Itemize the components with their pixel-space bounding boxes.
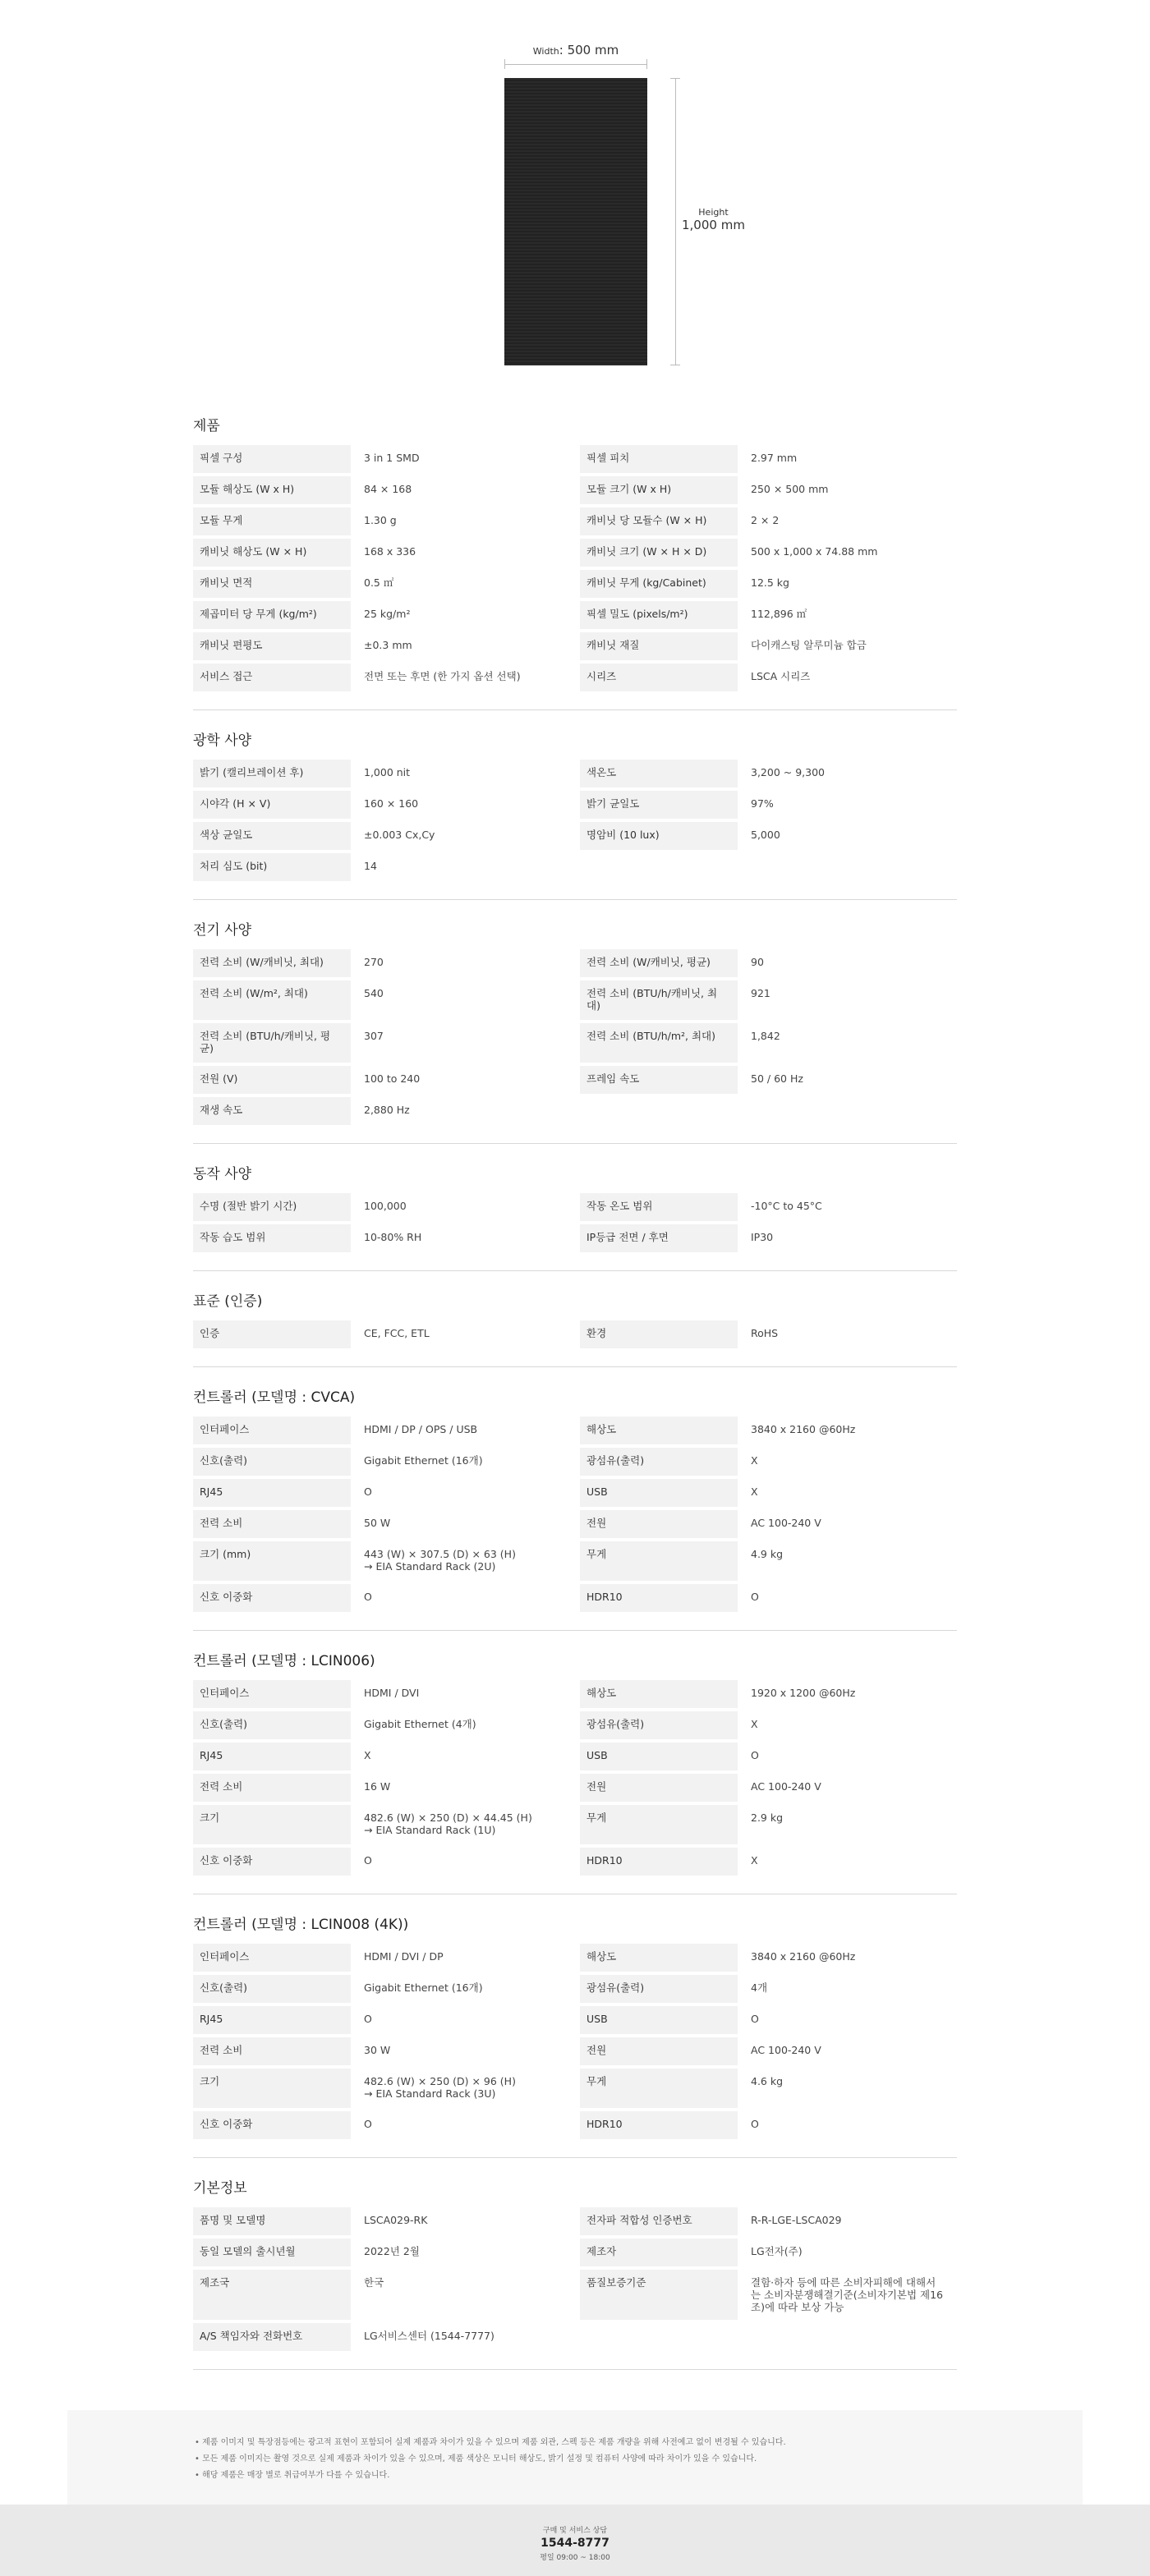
spec-value: 112,896 ㎡ bbox=[751, 608, 807, 620]
spec-key: 신호 이중화 bbox=[193, 1584, 351, 1612]
spec-key: 재생 속도 bbox=[193, 1097, 351, 1125]
spec-key: 전력 소비 bbox=[193, 1510, 351, 1538]
spec-section bbox=[193, 1916, 957, 2158]
spec-key: 해상도 bbox=[580, 1680, 738, 1708]
spec-key: 품질보증기준 bbox=[580, 2270, 738, 2320]
spec-value: AC 100-240 V bbox=[751, 1780, 821, 1793]
spec-section bbox=[193, 417, 957, 710]
spec-value: 270 bbox=[364, 956, 384, 968]
spec-value: AC 100-240 V bbox=[751, 2044, 821, 2056]
spec-row bbox=[580, 1680, 957, 1708]
spec-key: 무게 bbox=[580, 1805, 738, 1844]
spec-key: 무게 bbox=[580, 1541, 738, 1581]
spec-key: 캐비닛 재질 bbox=[580, 632, 738, 660]
spec-value: 30 W bbox=[364, 2044, 391, 2056]
spec-row bbox=[580, 1224, 957, 1252]
spec-key: 신호 이중화 bbox=[193, 2111, 351, 2139]
spec-value: 한국 bbox=[364, 2276, 384, 2289]
spec-key: A/S 책임자와 전화번호 bbox=[193, 2323, 351, 2351]
section-title: 컨트롤러 (모델명 : CVCA) bbox=[193, 1389, 356, 1406]
section-title: 제품 bbox=[193, 418, 220, 434]
spec-row bbox=[193, 1711, 570, 1739]
spec-row bbox=[580, 791, 957, 819]
spec-row bbox=[580, 2207, 957, 2235]
spec-key: 동일 모델의 출시년월 bbox=[193, 2239, 351, 2266]
spec-value: X bbox=[364, 1749, 371, 1761]
spec-key: 광섬유(출력) bbox=[580, 1975, 738, 2003]
spec-value: X bbox=[751, 1718, 758, 1730]
spec-row bbox=[193, 1541, 570, 1581]
spec-value: O bbox=[751, 1591, 759, 1603]
spec-key: 광섬유(출력) bbox=[580, 1448, 738, 1476]
spec-value: 90 bbox=[751, 956, 764, 968]
spec-value: 10-80% RH bbox=[364, 1231, 422, 1243]
spec-value: 1,842 bbox=[751, 1030, 780, 1042]
spec-key: 시리즈 bbox=[580, 664, 738, 691]
spec-row bbox=[580, 632, 957, 660]
spec-row bbox=[193, 2006, 570, 2034]
spec-value: 100 to 240 bbox=[364, 1072, 421, 1085]
spec-key: 시야각 (H × V) bbox=[193, 791, 351, 819]
spec-value: 4.9 kg bbox=[751, 1548, 784, 1560]
spec-key: 캐비닛 무게 (kg/Cabinet) bbox=[580, 570, 738, 598]
spec-key: 환경 bbox=[580, 1320, 738, 1348]
spec-key: 해상도 bbox=[580, 1944, 738, 1972]
spec-row bbox=[193, 1320, 570, 1348]
spec-value: 443 (W) × 307.5 (D) × 63 (H) → EIA Standard Rack (2U) bbox=[364, 1548, 516, 1573]
spec-key: 전원 bbox=[580, 1774, 738, 1802]
spec-value: 2,880 Hz bbox=[364, 1104, 410, 1116]
spec-key: USB bbox=[580, 2006, 738, 2034]
section-title: 컨트롤러 (모델명 : LCIN006) bbox=[193, 1653, 375, 1669]
spec-value: O bbox=[364, 2013, 372, 2025]
disclaimer-notes bbox=[67, 2410, 1083, 2505]
spec-key: 명암비 (10 lux) bbox=[580, 822, 738, 850]
spec-key: 처리 심도 (bit) bbox=[193, 853, 351, 881]
spec-row bbox=[193, 1510, 570, 1538]
spec-section bbox=[193, 1389, 957, 1631]
spec-value: O bbox=[364, 1591, 372, 1603]
spec-row bbox=[193, 1774, 570, 1802]
spec-key: RJ45 bbox=[193, 2006, 351, 2034]
spec-grid bbox=[193, 1193, 957, 1252]
footer-contact bbox=[0, 2505, 1150, 2576]
height-dimension-line bbox=[675, 78, 676, 365]
spec-value: 3,200 ~ 9,300 bbox=[751, 766, 825, 778]
spec-row bbox=[193, 1743, 570, 1770]
spec-section bbox=[193, 1652, 957, 1894]
spec-value: 1920 x 1200 @60Hz bbox=[751, 1687, 856, 1699]
height-value-text: 1,000 mm bbox=[682, 218, 745, 232]
spec-grid bbox=[193, 949, 957, 1125]
spec-row bbox=[193, 2270, 570, 2320]
spec-key: 밝기 균일도 bbox=[580, 791, 738, 819]
spec-value: RoHS bbox=[751, 1327, 779, 1339]
note-item: • 제품 이미지 및 특장점등에는 광고적 표현이 포함되어 실제 제품과 차이가 있을 수 있으며 제품 외관, 스펙 등은 제품 개량을 위해 사전예고 없이 변경될 수 있습니다. bbox=[195, 2435, 1083, 2451]
spec-grid bbox=[193, 1320, 957, 1348]
note-item: • 해당 제품은 매장 별로 취급여부가 다를 수 있습니다. bbox=[195, 2468, 1083, 2484]
spec-key: 캐비닛 편평도 bbox=[193, 632, 351, 660]
spec-section bbox=[193, 1293, 957, 1367]
spec-key: USB bbox=[580, 1479, 738, 1507]
spec-value: O bbox=[751, 1749, 759, 1761]
spec-key: 픽셀 밀도 (pixels/m²) bbox=[580, 601, 738, 629]
spec-value: O bbox=[364, 2118, 372, 2130]
spec-key: 작동 습도 범위 bbox=[193, 1224, 351, 1252]
spec-key: 전력 소비 (W/캐비닛, 평균) bbox=[580, 949, 738, 977]
spec-value: 2022년 2월 bbox=[364, 2245, 420, 2257]
spec-row bbox=[193, 1584, 570, 1612]
spec-value: IP30 bbox=[751, 1231, 774, 1243]
spec-key: 전원 bbox=[580, 1510, 738, 1538]
height-label-text: Height bbox=[698, 207, 729, 218]
spec-row bbox=[580, 476, 957, 504]
section-title: 표준 (인증) bbox=[193, 1293, 263, 1310]
spec-key: 색상 균일도 bbox=[193, 822, 351, 850]
spec-key: 인터페이스 bbox=[193, 1417, 351, 1444]
spec-sections bbox=[193, 417, 957, 2391]
spec-value: 14 bbox=[364, 860, 377, 872]
spec-value: 5,000 bbox=[751, 829, 780, 841]
spec-row bbox=[193, 822, 570, 850]
spec-row bbox=[193, 664, 570, 691]
spec-key: 서비스 접근 bbox=[193, 664, 351, 691]
spec-key: 수명 (절반 밝기 시간) bbox=[193, 1193, 351, 1221]
spec-grid bbox=[193, 1417, 957, 1612]
spec-row bbox=[580, 2037, 957, 2065]
spec-value: 97% bbox=[751, 797, 774, 810]
spec-row bbox=[193, 1097, 570, 1125]
spec-row bbox=[193, 2239, 570, 2266]
product-dimension-diagram bbox=[0, 0, 1150, 386]
spec-key: 전력 소비 (W/m², 최대) bbox=[193, 980, 351, 1020]
spec-value: 결함·하자 등에 따른 소비자피해에 대해서는 소비자분쟁해결기준(소비자기본법 제16조)에 따라 보상 가능 bbox=[751, 2276, 944, 2313]
spec-key: RJ45 bbox=[193, 1479, 351, 1507]
spec-key: 모듈 무게 bbox=[193, 507, 351, 535]
spec-row bbox=[580, 1944, 957, 1972]
spec-key: 전력 소비 bbox=[193, 1774, 351, 1802]
spec-key: 작동 온도 범위 bbox=[580, 1193, 738, 1221]
spec-key: 신호(출력) bbox=[193, 1448, 351, 1476]
spec-row bbox=[580, 570, 957, 598]
spec-value: LG서비스센터 (1544-7777) bbox=[364, 2330, 494, 2342]
spec-key: 크기 bbox=[193, 1805, 351, 1844]
spec-value: O bbox=[751, 2118, 759, 2130]
spec-row bbox=[580, 1743, 957, 1770]
spec-key: 밝기 (캘리브레이션 후) bbox=[193, 760, 351, 787]
spec-value: LG전자(주) bbox=[751, 2245, 803, 2257]
spec-key: 인증 bbox=[193, 1320, 351, 1348]
spec-value: Gigabit Ethernet (16개) bbox=[364, 1454, 483, 1467]
spec-value: 500 x 1,000 x 74.88 mm bbox=[751, 545, 878, 558]
spec-row bbox=[193, 949, 570, 977]
spec-row bbox=[193, 791, 570, 819]
spec-row bbox=[193, 1448, 570, 1476]
spec-value: -10°C to 45°C bbox=[751, 1200, 822, 1212]
spec-key: 신호(출력) bbox=[193, 1711, 351, 1739]
spec-key: 색온도 bbox=[580, 760, 738, 787]
spec-row bbox=[580, 1774, 957, 1802]
spec-key: 전원 (V) bbox=[193, 1066, 351, 1094]
spec-row bbox=[193, 853, 570, 881]
spec-value: 921 bbox=[751, 987, 770, 999]
width-label-text: Width bbox=[532, 46, 559, 57]
width-value-text: : 500 mm bbox=[559, 43, 619, 57]
spec-section bbox=[193, 1165, 957, 1271]
spec-key: 인터페이스 bbox=[193, 1680, 351, 1708]
spec-row bbox=[580, 507, 957, 535]
spec-row bbox=[193, 1944, 570, 1972]
spec-row bbox=[193, 1805, 570, 1844]
spec-key: 전력 소비 (BTU/h/캐비닛, 최대) bbox=[580, 980, 738, 1020]
spec-value: 50 / 60 Hz bbox=[751, 1072, 803, 1085]
spec-value: ±0.3 mm bbox=[364, 639, 412, 651]
spec-row bbox=[580, 822, 957, 850]
spec-section bbox=[193, 732, 957, 900]
spec-value: Gigabit Ethernet (16개) bbox=[364, 1981, 483, 1994]
spec-value: HDMI / DVI bbox=[364, 1687, 420, 1699]
spec-row bbox=[580, 1711, 957, 1739]
spec-row bbox=[580, 1584, 957, 1612]
spec-row bbox=[580, 1848, 957, 1876]
spec-key: 크기 (mm) bbox=[193, 1541, 351, 1581]
spec-row bbox=[193, 1975, 570, 2003]
spec-key: 무게 bbox=[580, 2069, 738, 2108]
spec-grid bbox=[193, 760, 957, 881]
spec-value: CE, FCC, ETL bbox=[364, 1327, 430, 1339]
spec-section bbox=[193, 2179, 957, 2370]
spec-key: 캐비닛 해상도 (W × H) bbox=[193, 539, 351, 567]
spec-key: 캐비닛 면적 bbox=[193, 570, 351, 598]
spec-key: 제조자 bbox=[580, 2239, 738, 2266]
spec-value: 540 bbox=[364, 987, 384, 999]
spec-row bbox=[580, 1417, 957, 1444]
spec-value: 100,000 bbox=[364, 1200, 407, 1212]
footer-phone[interactable]: 1544-8777 bbox=[540, 2537, 610, 2550]
spec-row bbox=[193, 570, 570, 598]
spec-row bbox=[580, 2270, 957, 2320]
spec-value: 250 × 500 mm bbox=[751, 483, 829, 495]
spec-key: 제조국 bbox=[193, 2270, 351, 2320]
spec-row bbox=[580, 949, 957, 977]
spec-key: 전자파 적합성 인증번호 bbox=[580, 2207, 738, 2235]
spec-key: 픽셀 구성 bbox=[193, 445, 351, 473]
spec-key: 광섬유(출력) bbox=[580, 1711, 738, 1739]
spec-value: LSCA029-RK bbox=[364, 2214, 428, 2226]
spec-value: Gigabit Ethernet (4개) bbox=[364, 1718, 476, 1730]
spec-row bbox=[580, 664, 957, 691]
spec-value: 482.6 (W) × 250 (D) × 44.45 (H) → EIA Standard Rack (1U) bbox=[364, 1811, 532, 1836]
section-title: 컨트롤러 (모델명 : LCIN008 (4K)) bbox=[193, 1917, 409, 1933]
spec-value: 482.6 (W) × 250 (D) × 96 (H) → EIA Standard Rack (3U) bbox=[364, 2075, 516, 2100]
spec-row bbox=[193, 476, 570, 504]
spec-value: 2.9 kg bbox=[751, 1811, 784, 1824]
spec-value: 3 in 1 SMD bbox=[364, 452, 420, 464]
spec-row bbox=[580, 980, 957, 1020]
spec-value: X bbox=[751, 1854, 758, 1867]
section-title: 광학 사양 bbox=[193, 732, 252, 749]
height-dimension-label bbox=[682, 207, 745, 232]
spec-value: O bbox=[364, 1485, 372, 1498]
spec-value: 160 × 160 bbox=[364, 797, 419, 810]
spec-value: 2.97 mm bbox=[751, 452, 798, 464]
section-title: 기본정보 bbox=[193, 2180, 247, 2197]
spec-key: 품명 및 모델명 bbox=[193, 2207, 351, 2235]
spec-key: 제곱미터 당 무게 (kg/m²) bbox=[193, 601, 351, 629]
section-title: 전기 사양 bbox=[193, 922, 252, 939]
spec-value: 1.30 g bbox=[364, 514, 397, 526]
spec-key: 해상도 bbox=[580, 1417, 738, 1444]
spec-row bbox=[580, 1066, 957, 1094]
spec-row bbox=[580, 2006, 957, 2034]
spec-row bbox=[193, 980, 570, 1020]
spec-value: 1,000 nit bbox=[364, 766, 411, 778]
spec-row bbox=[193, 632, 570, 660]
spec-value: 84 × 168 bbox=[364, 483, 412, 495]
spec-row bbox=[193, 2037, 570, 2065]
spec-grid bbox=[193, 1680, 957, 1876]
spec-row bbox=[193, 1680, 570, 1708]
spec-value: 3840 x 2160 @60Hz bbox=[751, 1423, 856, 1435]
spec-row bbox=[580, 2111, 957, 2139]
spec-value: 다이캐스팅 알루미늄 합금 bbox=[751, 639, 867, 651]
spec-row bbox=[580, 2239, 957, 2266]
spec-section bbox=[193, 921, 957, 1144]
spec-key: IP등급 전면 / 후면 bbox=[580, 1224, 738, 1252]
spec-row bbox=[193, 1417, 570, 1444]
spec-value: X bbox=[751, 1485, 758, 1498]
spec-value: HDMI / DVI / DP bbox=[364, 1950, 444, 1963]
spec-value: 50 W bbox=[364, 1517, 391, 1529]
spec-row bbox=[193, 1479, 570, 1507]
spec-key: 캐비닛 당 모듈수 (W × H) bbox=[580, 507, 738, 535]
spec-key: 신호(출력) bbox=[193, 1975, 351, 2003]
spec-key: 전원 bbox=[580, 2037, 738, 2065]
spec-row bbox=[580, 1320, 957, 1348]
spec-row bbox=[193, 539, 570, 567]
spec-value: LSCA 시리즈 bbox=[751, 670, 811, 682]
spec-row bbox=[580, 1541, 957, 1581]
spec-value: X bbox=[751, 1454, 758, 1467]
spec-row bbox=[580, 1975, 957, 2003]
spec-key: RJ45 bbox=[193, 1743, 351, 1770]
spec-row bbox=[193, 2323, 570, 2351]
spec-value: O bbox=[751, 2013, 759, 2025]
width-dimension-label bbox=[504, 43, 647, 57]
spec-row bbox=[193, 445, 570, 473]
spec-row bbox=[193, 1066, 570, 1094]
spec-value: AC 100-240 V bbox=[751, 1517, 821, 1529]
note-item: • 모든 제품 이미지는 촬영 것으로 실제 제품과 차이가 있을 수 있으며, 제품 색상은 모니터 해상도, 밝기 설정 및 컴퓨터 사양에 따라 차이가 있을 수 있습니다. bbox=[195, 2451, 1083, 2468]
spec-row bbox=[193, 1193, 570, 1221]
spec-row bbox=[193, 601, 570, 629]
spec-value: O bbox=[364, 1854, 372, 1867]
spec-row bbox=[580, 1479, 957, 1507]
spec-row bbox=[580, 1510, 957, 1538]
spec-value: 16 W bbox=[364, 1780, 391, 1793]
spec-row bbox=[193, 507, 570, 535]
spec-key: 인터페이스 bbox=[193, 1944, 351, 1972]
spec-value: 307 bbox=[364, 1030, 384, 1042]
spec-value: R-R-LGE-LSCA029 bbox=[751, 2214, 842, 2226]
spec-value: 12.5 kg bbox=[751, 576, 789, 589]
spec-row bbox=[193, 2069, 570, 2108]
spec-key: 크기 bbox=[193, 2069, 351, 2108]
spec-value: 3840 x 2160 @60Hz bbox=[751, 1950, 856, 1963]
spec-value: 2 × 2 bbox=[751, 514, 780, 526]
spec-key: 캐비닛 크기 (W × H × D) bbox=[580, 539, 738, 567]
spec-row bbox=[580, 601, 957, 629]
spec-row bbox=[580, 1193, 957, 1221]
spec-row bbox=[580, 539, 957, 567]
spec-row bbox=[193, 2111, 570, 2139]
spec-key: HDR10 bbox=[580, 1848, 738, 1876]
spec-key: 전력 소비 (BTU/h/m², 최대) bbox=[580, 1023, 738, 1063]
spec-value: ±0.003 Cx,Cy bbox=[364, 829, 435, 841]
spec-grid bbox=[193, 1944, 957, 2139]
spec-key: USB bbox=[580, 1743, 738, 1770]
footer-hours: 평일 09:00 ~ 18:00 bbox=[540, 2554, 610, 2562]
spec-value: 4.6 kg bbox=[751, 2075, 784, 2087]
spec-value: 25 kg/m² bbox=[364, 608, 411, 620]
spec-row bbox=[580, 445, 957, 473]
spec-row bbox=[193, 2207, 570, 2235]
spec-key: 모듈 크기 (W x H) bbox=[580, 476, 738, 504]
spec-key: HDR10 bbox=[580, 1584, 738, 1612]
spec-value: 전면 또는 후면 (한 가지 옵션 선택) bbox=[364, 670, 521, 682]
spec-key: 신호 이중화 bbox=[193, 1848, 351, 1876]
spec-key: 전력 소비 (W/캐비닛, 최대) bbox=[193, 949, 351, 977]
spec-row bbox=[193, 760, 570, 787]
spec-row bbox=[580, 1805, 957, 1844]
spec-key: 프레임 속도 bbox=[580, 1066, 738, 1094]
spec-value: 0.5 ㎡ bbox=[364, 576, 394, 589]
spec-key: 픽셀 피치 bbox=[580, 445, 738, 473]
spec-row bbox=[193, 1224, 570, 1252]
led-cabinet-panel-image bbox=[504, 78, 647, 365]
spec-grid bbox=[193, 2207, 957, 2351]
footer-label: 구매 및 서비스 상담 bbox=[542, 2527, 608, 2535]
spec-key: 전력 소비 (BTU/h/캐비닛, 평균) bbox=[193, 1023, 351, 1063]
spec-value: 168 x 336 bbox=[364, 545, 416, 558]
spec-key: HDR10 bbox=[580, 2111, 738, 2139]
width-dimension-line bbox=[504, 64, 647, 65]
spec-value: 4개 bbox=[751, 1981, 768, 1994]
spec-key: 전력 소비 bbox=[193, 2037, 351, 2065]
spec-row bbox=[580, 1448, 957, 1476]
spec-row bbox=[580, 2069, 957, 2108]
spec-row bbox=[580, 760, 957, 787]
spec-row bbox=[193, 1848, 570, 1876]
spec-grid bbox=[193, 445, 957, 691]
spec-value: HDMI / DP / OPS / USB bbox=[364, 1423, 478, 1435]
section-title: 동작 사양 bbox=[193, 1166, 252, 1182]
spec-row bbox=[580, 1023, 957, 1063]
spec-row bbox=[193, 1023, 570, 1063]
spec-key: 모듈 해상도 (W x H) bbox=[193, 476, 351, 504]
